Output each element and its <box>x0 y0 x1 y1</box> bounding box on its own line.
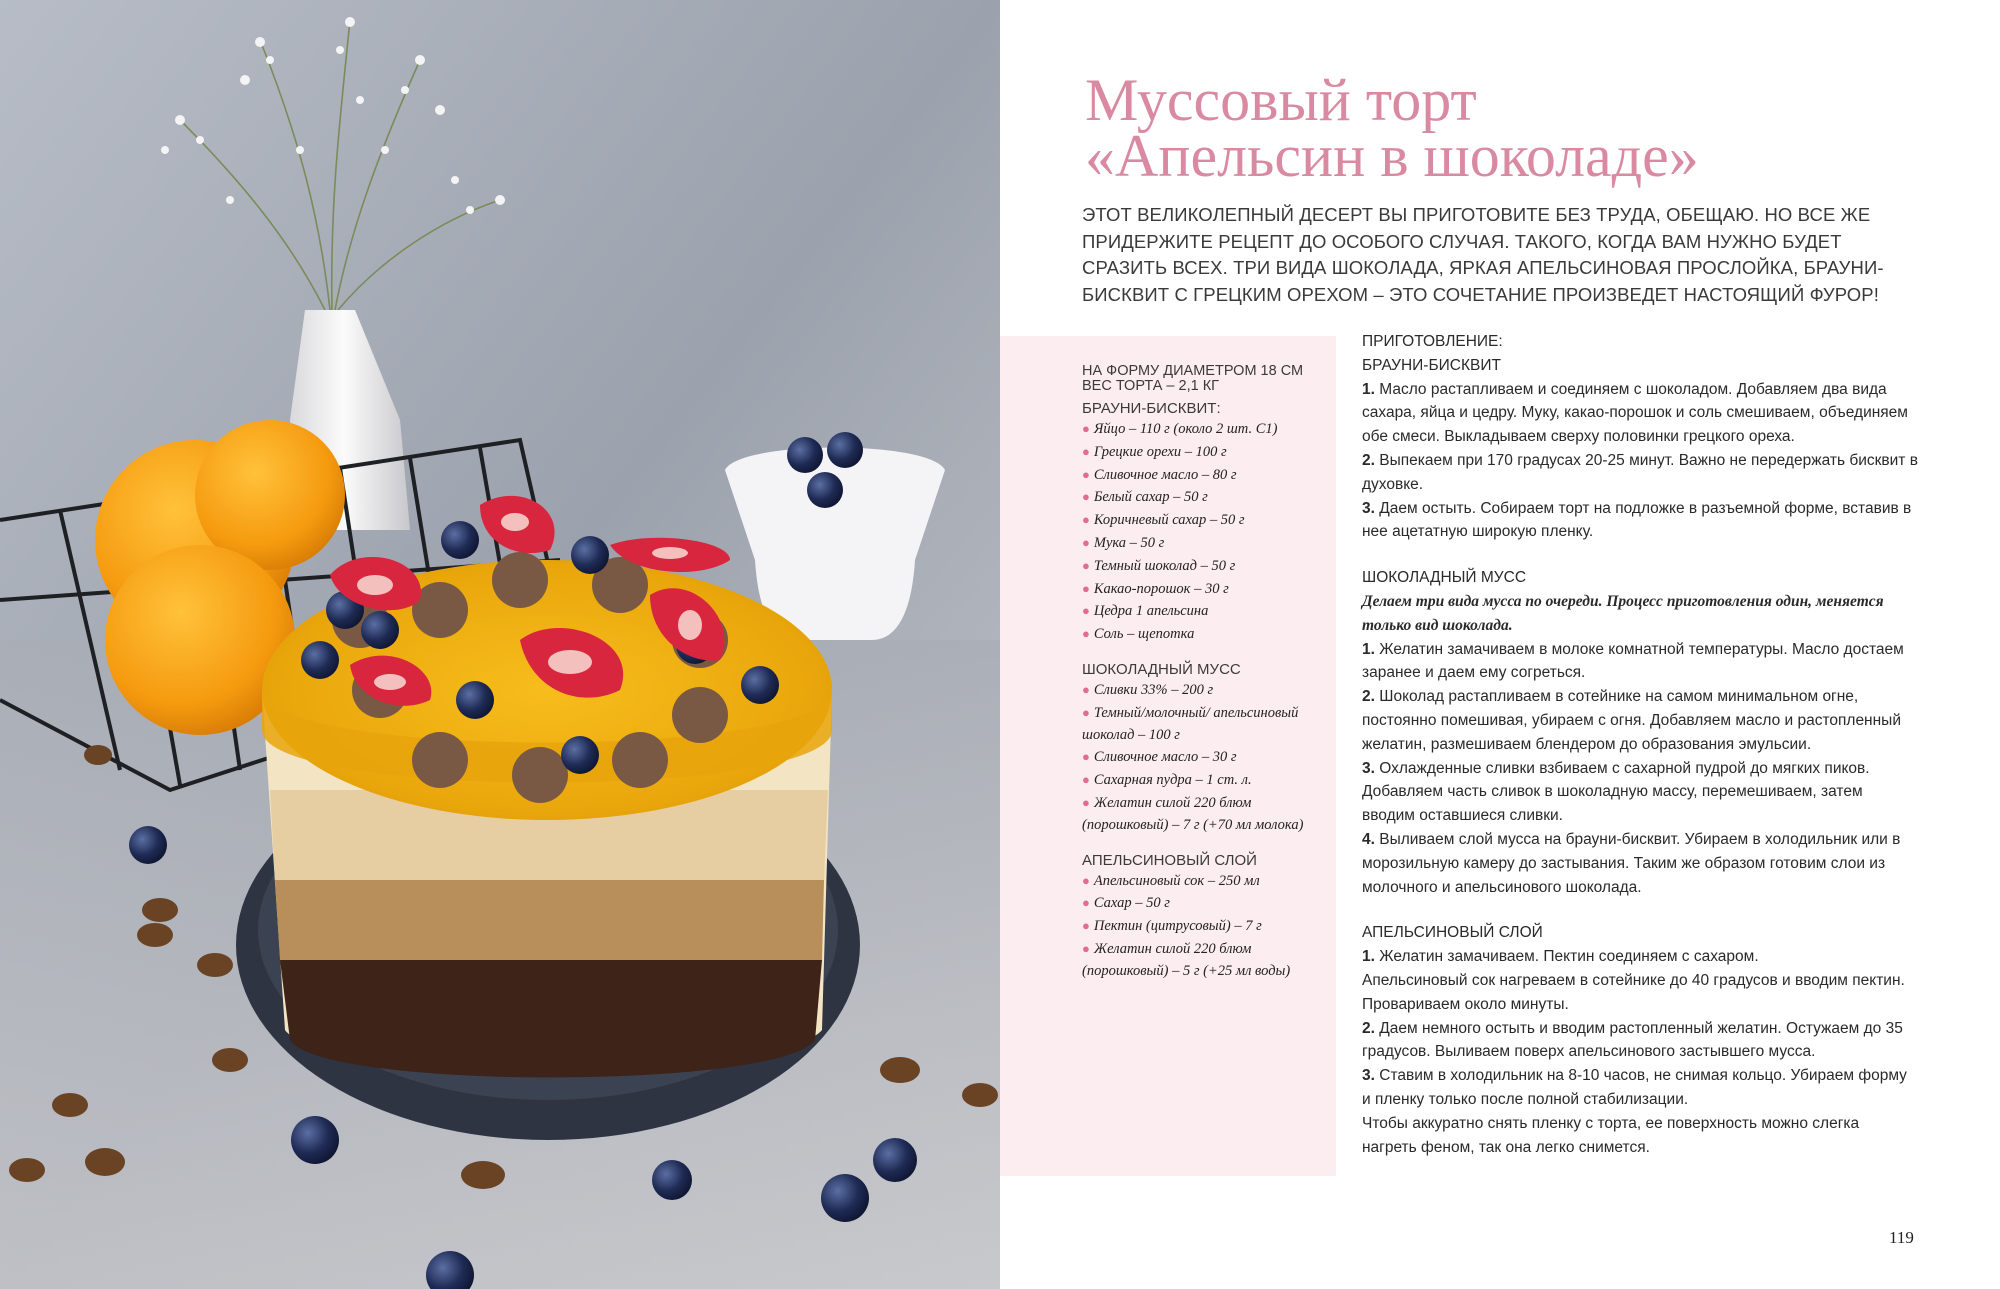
ingredient-item: ● Темный/молочный/ апельсиновый шоколад – 100 г <box>1082 704 1299 743</box>
bullet-icon: ● <box>1082 443 1090 459</box>
step: 2. Шоколад растапливаем в сотейнике на самом минимальном огне, постоянно помешивая, убираем с огня. Добавляем масло и растопленный желатин, размешиваем блендером до образования эмульсии. <box>1362 688 1901 753</box>
bullet-icon: ● <box>1082 749 1090 765</box>
step: 1. Масло растапливаем и соединяем с шоколадом. Добавляем два вида сахара, яйца и цедру. Муку, какао-порошок и соль смешиваем, объединяем обе смеси. Выкладываем сверху половинки грецкого ореха. <box>1362 380 1908 446</box>
preparation-title: ПРИГОТОВЛЕНИЕ: <box>1362 333 1503 350</box>
step: Чтобы аккуратно снять пленку с торта, ее поверхность можно слегка нагреть феном, так она легко снимется. <box>1362 1114 1860 1156</box>
bullet-icon: ● <box>1082 626 1090 642</box>
form-size: НА ФОРМУ ДИАМЕТРОМ 18 СМ <box>1082 363 1304 379</box>
ingredient-item: ● Коричневый сахар – 50 г <box>1082 512 1245 529</box>
ingredient-item: ● Темный шоколад – 50 г <box>1082 557 1236 574</box>
ingredient-item: ● Цедра 1 апельсина <box>1082 603 1209 620</box>
ingredients-section-title: БРАУНИ-БИСКВИТ: <box>1082 400 1221 417</box>
bullet-icon: ● <box>1082 940 1090 956</box>
ingredient-item: ● Желатин силой 220 блюм (порошковый) – 7 г (+70 мл молока) <box>1082 794 1304 833</box>
bullet-icon: ● <box>1082 872 1090 888</box>
ingredients-list <box>1082 679 1327 837</box>
ingredient-item: ● Сахарная пудра – 1 ст. л. <box>1082 772 1252 789</box>
bullet-icon: ● <box>1082 557 1090 573</box>
recipe-title <box>1085 67 1699 189</box>
bullet-icon: ● <box>1082 895 1090 911</box>
title-line-2: «Апельсин в шоколаде» <box>1085 123 1699 189</box>
recipe-intro: ЭТОТ ВЕЛИКОЛЕПНЫЙ ДЕСЕРТ ВЫ ПРИГОТОВИТЕ БЕЗ ТРУДА, ОБЕЩАЮ. НО ВСЕ ЖЕ ПРИДЕРЖИТЕ РЕЦЕПТ ДО ОСОБОГО СЛУЧАЯ. ТАКОГО, КОГДА ВАМ НУЖНО БУДЕТ СРАЗИТЬ ВСЕХ. ТРИ ВИДА ШОКОЛАДА, ЯРКАЯ АПЕЛЬСИНОВАЯ ПРОСЛОЙКА, БРАУНИ-БИСКВИТ С ГРЕЦКИМ ОРЕХОМ – ЭТО СОЧЕТАНИЕ ПРОИЗВЕДЕТ НАСТОЯЩИЙ ФУРОР! <box>1082 204 1884 305</box>
bullet-icon: ● <box>1082 512 1090 528</box>
bullet-icon: ● <box>1082 794 1090 810</box>
step: 4. Выливаем слой мусса на брауни-бисквит. Убираем в холодильник или в морозильную камеру до застывания. Таким же образом готовим слои из молочного и апельсинового шоколада. <box>1362 830 1901 896</box>
step: 3. Ставим в холодильник на 8-10 часов, не снимая кольцо. Убираем форму и пленку только после полной стабилизации. <box>1362 1067 1907 1108</box>
bullet-icon: ● <box>1082 681 1090 697</box>
ingredient-item: ● Белый сахар – 50 г <box>1082 489 1208 506</box>
step: 2. Даем немного остыть и вводим растопленный желатин. Остужаем до 35 градусов. Выливаем поверх апельсинового застывшего мусса. <box>1362 1019 1903 1061</box>
ingredient-item: ● Апельсиновый сок – 250 мл <box>1082 872 1260 889</box>
ingredients-content <box>1082 364 1327 983</box>
step: 2. Выпекаем при 170 градусах 20-25 минут. Важно не передержать бисквит в духовке. <box>1362 451 1918 493</box>
step-section-title: БРАУНИ-БИСКВИТ <box>1362 356 1501 374</box>
ingredients-section-title: АПЕЛЬСИНОВЫЙ СЛОЙ <box>1082 851 1257 869</box>
ingredients-list <box>1082 418 1327 646</box>
page-number: 119 <box>1889 1228 1914 1247</box>
bullet-icon: ● <box>1082 580 1090 596</box>
ingredient-item: ● Грецкие орехи – 100 г <box>1082 443 1227 460</box>
bullet-icon: ● <box>1082 466 1090 482</box>
ingredient-item: ● Сливки 33% – 200 г <box>1082 681 1214 698</box>
bullet-icon: ● <box>1082 603 1090 619</box>
ingredient-item: ● Соль – щепотка <box>1082 626 1195 643</box>
step-section-title: ШОКОЛАДНЫЙ МУСС <box>1362 569 1527 587</box>
ingredients-section-title: ШОКОЛАДНЫЙ МУСС <box>1082 660 1241 678</box>
ingredients-panel <box>1000 336 1336 1176</box>
ingredient-item: ● Пектин (цитрусовый) – 7 г <box>1082 918 1262 935</box>
ingredient-item: ● Желатин силой 220 блюм (порошковый) – 5 г (+25 мл воды) <box>1082 940 1291 979</box>
recipe-page <box>1000 0 2000 1289</box>
preparation <box>1362 330 1918 1159</box>
step: 3. Даем остыть. Собираем торт на подложке в разъемной форме, вставив в нее ацетатную широкую пленку. <box>1362 499 1912 541</box>
bullet-icon: ● <box>1082 704 1090 720</box>
bullet-icon: ● <box>1082 421 1090 436</box>
step: 1. Желатин замачиваем в молоке комнатной температуры. Масло достаем заранее и даем ему согреться. <box>1362 640 1904 682</box>
ingredient-item: ● Яйцо – 110 г (около 2 шт. С1) <box>1082 421 1278 437</box>
ingredient-item: ● Сахар – 50 г <box>1082 895 1170 912</box>
step-section-title: АПЕЛЬСИНОВЫЙ СЛОЙ <box>1362 924 1543 942</box>
ingredient-item: ● Сливочное масло – 30 г <box>1082 749 1237 766</box>
cake-weight: ВЕС ТОРТА – 2,1 КГ <box>1082 378 1219 394</box>
ingredient-item: ● Какао-порошок – 30 г <box>1082 580 1229 597</box>
step: Апельсиновый сок нагреваем в сотейнике до 40 градусов и вводим пектин. Провариваем около минуты. <box>1362 971 1905 1013</box>
title-line-1: Муссовый торт <box>1085 67 1477 133</box>
ingredient-item: ● Сливочное масло – 80 г <box>1082 466 1237 483</box>
step: 3. Охлажденные сливки взбиваем с сахарной пудрой до мягких пиков. Добавляем часть сливок в шоколадную массу, перемешиваем, затем вводим оставшиеся сливки. <box>1362 759 1870 825</box>
bullet-icon: ● <box>1082 534 1090 550</box>
step: 1. Желатин замачиваем. Пектин соединяем с сахаром. <box>1362 948 1759 966</box>
bullet-icon: ● <box>1082 489 1090 505</box>
ingredients-list <box>1082 870 1327 983</box>
ingredient-item: ● Мука – 50 г <box>1082 534 1165 551</box>
bullet-icon: ● <box>1082 772 1090 788</box>
bullet-icon: ● <box>1082 918 1090 934</box>
step-note: Делаем три вида мусса по очереди. Процесс приготовления один, меняется только вид шоколада. <box>1362 592 1884 634</box>
